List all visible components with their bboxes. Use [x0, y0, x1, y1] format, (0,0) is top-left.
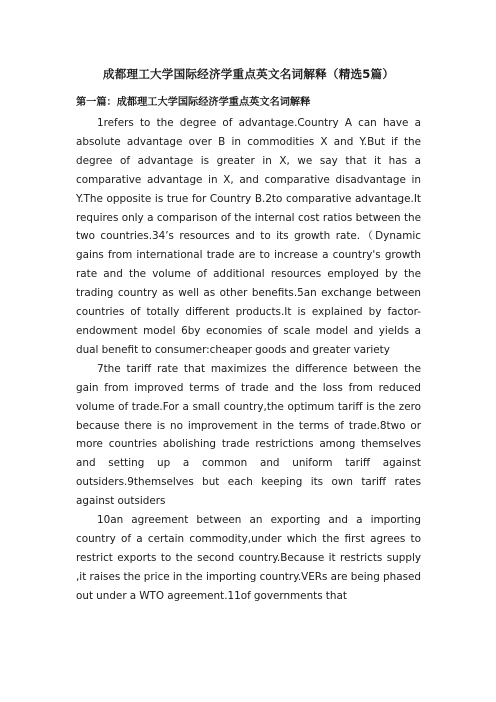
section-heading: 第一篇：成都理工大学国际经济学重点英文名词解释: [76, 97, 311, 108]
paragraph-1: 1refers to the degree of advantage.Country A can have a absolute advantage over B in commodities X and Y.But if the degree of advantage is greater in X, we say that it has a comparative advantage in X, and comparative disadvantage in Y.The opposite is true for Country B.2to comparative advantage.It requires only a comparison of the internal cost ratios between the two countries.34’s resources and to its growth rate.（Dynamic gains from international trade are to increase a country's growth rate and the volume of additional resources employed by the trading country as well as other benefits.5an exchange between countries of totally different products.It is explained by factor-endowment model 6by economies of scale model and yields a dual benefit to consumer:cheaper goods and greater variety: [76, 117, 421, 356]
paragraph-3: 10an agreement between an exporting and a importing country of a certain commodity,under which the first agrees to restrict exports to the second country.Because it restricts supply ,it raises the price in the importing country.VERs are being phased out under a WTO agreement.11of governments that: [76, 514, 421, 602]
paragraph-2: 7the tariff rate that maximizes the difference between the gain from improved terms of trade and the loss from reduced volume of trade.For a small country,the optimum tariff is the zero because there is no improvement in the terms of trade.8two or more countries abolishing trade restrictions among themselves and setting up a common and uniform tariff against outsiders.9themselves but each keeping its own tariff rates against outsiders: [76, 362, 421, 508]
document-title: 成都理工大学国际经济学重点英文名词解释（精选5篇）: [102, 67, 395, 81]
